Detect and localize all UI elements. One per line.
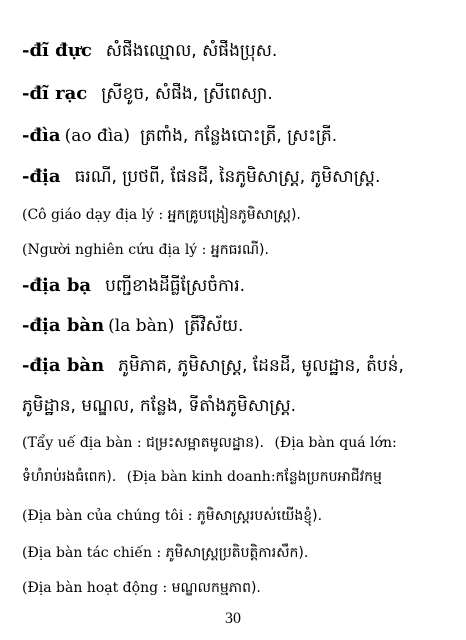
entry-dia-ban — [22, 355, 458, 380]
khmer-definition: ស្រីខូច, សំផឹង, ស្រីពេស្យា. — [101, 84, 273, 104]
example-line — [22, 506, 458, 527]
entry-dia-ban-compass — [22, 315, 458, 340]
example-khmer: កន្លែងប្រកបអាជីវកម្ម — [275, 469, 382, 485]
khmer-definition: សំផឹងឈ្មោល, សំផឹងប្រុស. — [105, 41, 278, 61]
example-vietnamese: (Địa bàn kinh doanh: — [126, 469, 276, 485]
definition-continuation — [22, 395, 458, 420]
example-line — [22, 578, 458, 599]
headword: -địa bàn — [22, 355, 105, 376]
example-khmer: ជម្រះសម្អាតមូលដ្ឋាន). — [146, 435, 264, 451]
entry-di-rac — [22, 83, 458, 108]
khmer-definition: ត្រីវិស័យ. — [184, 316, 244, 336]
entry-dia-pond — [22, 125, 458, 150]
entry-di-duc — [22, 40, 458, 65]
headword: -địa bàn — [22, 315, 105, 336]
example-line — [22, 205, 458, 226]
khmer-definition: ធរណី, ប្រថពី, ផែនដី, នៃភូមិសាស្ត្រ, ភូមិសាស្ត្រ. — [74, 167, 381, 187]
headword: -địa bạ — [22, 275, 92, 296]
example-vietnamese: (Tẩy uế địa bàn : — [22, 435, 142, 451]
example-vietnamese: (Địa bàn quá lớn: — [274, 435, 397, 451]
example-line — [22, 543, 458, 564]
headword: -địa — [22, 166, 61, 187]
example-vietnamese: (Cô giáo dạy địa lý : — [22, 207, 164, 223]
entry-dia — [22, 166, 458, 191]
entry-dia-ba — [22, 275, 458, 300]
example-khmer: មណ្ឌលកម្មភាព). — [171, 580, 261, 596]
example-khmer: ទំហំរាប់រងធំពេក). — [22, 469, 117, 485]
example-vietnamese: (Địa bàn hoạt động : — [22, 580, 168, 596]
khmer-definition: ត្រពាំង, កន្លែងបោះត្រី, ស្រះត្រី. — [140, 126, 338, 146]
example-khmer: អ្នកគ្រូបង្រៀនភូមិសាស្ត្រ). — [167, 207, 301, 223]
headword: -đĩ rạc — [22, 83, 88, 104]
headword-note: (ao đìa) — [64, 126, 131, 146]
headword: -đìa — [22, 125, 61, 146]
example-vietnamese: (Người nghiên cứu địa lý : — [22, 242, 207, 258]
example-khmer: អ្នកធរណី). — [210, 242, 269, 258]
example-vietnamese: (Địa bàn tác chiến : — [22, 545, 162, 561]
example-line — [22, 433, 458, 454]
headword: -đĩ đực — [22, 40, 92, 61]
example-khmer: ភូមិសាស្ត្រប្រតិបត្តិការសឹក). — [165, 545, 309, 561]
khmer-definition: ភូមិដ្ឋាន, មណ្ឌល, កន្លែង, ទីតាំងភូមិសាស្ត្រ. — [22, 396, 297, 416]
khmer-definition: ភូមិភាគ, ភូមិសាស្ត្រ, ដែនដី, មូលដ្ឋាន, តំបន់, — [118, 356, 404, 376]
example-line — [22, 240, 458, 261]
headword-note: (la bàn) — [108, 316, 175, 336]
example-line — [22, 467, 458, 488]
khmer-definition: បញ្ជីខាងដីធ្លីស្រែចំការ. — [105, 276, 246, 296]
example-khmer: ភូមិសាស្ត្ររបស់យើងខ្ញុំ). — [196, 508, 323, 524]
example-vietnamese: (Địa bàn của chúng tôi : — [22, 508, 193, 524]
page-number: 30 — [225, 610, 241, 627]
